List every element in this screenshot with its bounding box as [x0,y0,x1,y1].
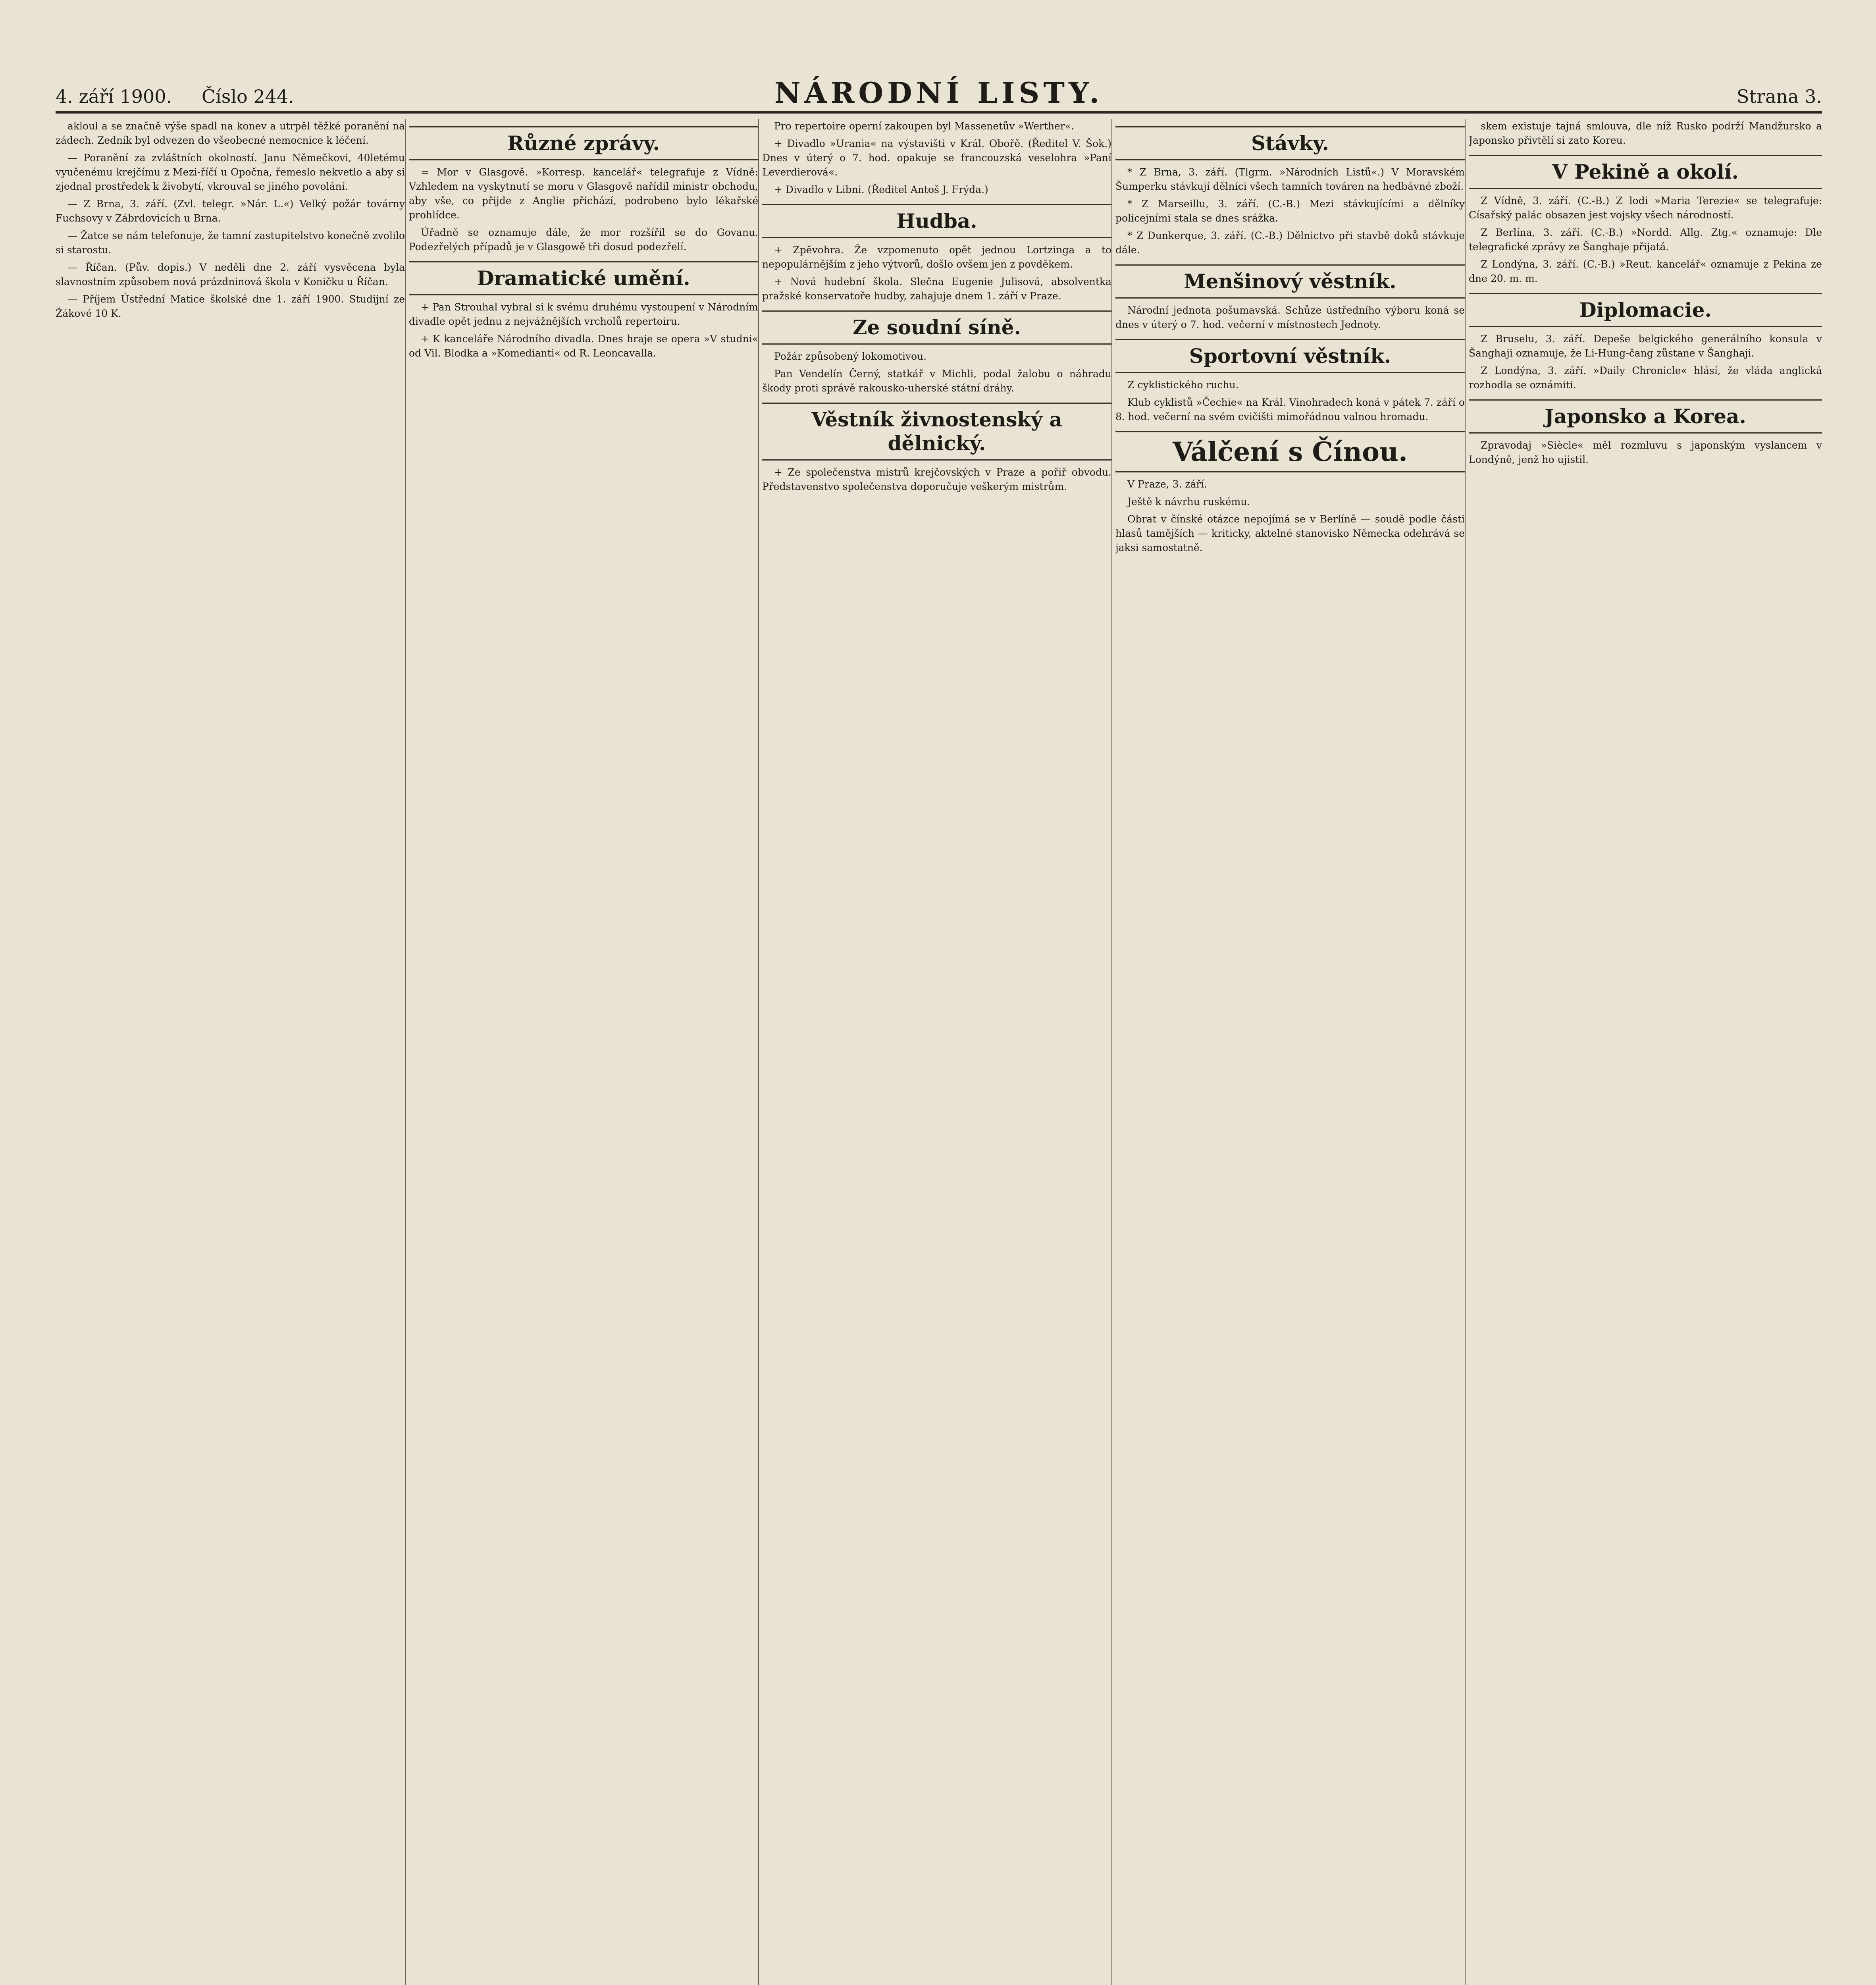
article-paragraph: Z Berlína, 3. září. (C.-B.) »Nordd. Allg. Ztg.« oznamuje: Dle telegrafické zprávy ze Šanghaje přijatá. [1469,227,1822,252]
article-paragraph: — Poranění za zvláštních okolností. Janu Němečkovi, 40letému vyučenému krejčímu z Mezi-říčí u Opočna, řemeslo nekvetlo a aby si zjednal prostředek k živobytí, vkrouval se jiného povolání. [56,152,405,192]
article-paragraph: = Mor v Glasgově. »Korresp. kancelář« telegrafuje z Vídně: Vzhledem na vyskytnutí se moru v Glasgově nařídil ministr obchodu, aby vše, co přijde z Anglie přichází, podrobeno bylo lékařské prohlídce. [409,166,758,221]
issue-date: 4. září 1900. [56,86,172,107]
page-header [56,75,1822,114]
article-paragraph: — Říčan. (Pův. dopis.) V neděli dne 2. září vysvěcena byla slavnostním způsobem nová prázdninová škola v Koničku u Říčan. [56,262,405,287]
article-paragraph: + Zpěvohra. Že vzpomenuto opět jednou Lortzinga a to nepopulárnějším z jeho výtvorů, došlo ovšem jen z povděkem. [762,244,1111,270]
article-paragraph: Z Londýna, 3. září. (C.-B.) »Reut. kancelář« oznamuje z Pekina ze dne 20. m. m. [1469,258,1822,284]
article-paragraph: Národní jednota pošumavská. Schůze ústředního výboru koná se dnes v úterý o 7. hod. večerní v místnostech Jednoty. [1115,304,1465,330]
article-paragraph: Z cyklistického ruchu. [1127,379,1239,391]
article-paragraph: — Příjem Ústřední Matice školské dne 1. září 1900. Studijní ze Žákové 10 K. [56,293,405,319]
article-paragraph: — Z Brna, 3. září. (Zvl. telegr. »Nár. L.«) Velký požár továrny Fuchsovy v Zábrdovicích u Brna. [56,198,405,224]
article-paragraph: * Z Brna, 3. září. (Tlgrm. »Národních Listů«.) V Moravském Šumperku stávkují dělníci všech tamních továren na hedbávné zboží. [1115,166,1465,192]
article-paragraph: — Žatce se nám telefonuje, že tamní zastupitelstvo konečně zvolilo si starostu. [56,230,405,256]
section-heading: Věstník živnostenský a dělnický. [762,403,1111,461]
section-heading: Menšinový věstník. [1115,264,1465,299]
issue-number: Číslo 244. [201,86,294,107]
section-heading: V Pekině a okolí. [1469,155,1822,189]
article-paragraph: Požár způsobený lokomotivou. [774,351,927,362]
page-number: Strana 3. [1737,86,1822,107]
section-heading: Hudba. [762,204,1111,238]
article-paragraph: akloul a se značně výše spadl na konev a utrpěl těžké poranění na zádech. Zedník byl odvezen do všeobecné nemocnice k léčení. [56,120,405,146]
section-heading: Japonsko a Korea. [1469,399,1822,434]
article-paragraph: Z Londýna, 3. září. »Daily Chronicle« hlásí, že vláda anglická rozhodla se oznámiti. [1469,365,1822,391]
section-heading: Ze soudní síně. [762,310,1111,345]
column-2 [409,119,759,1985]
article-paragraph: Ještě k návrhu ruskému. [1127,496,1250,507]
article-paragraph: + Pan Strouhal vybral si k svému druhému vystoupení v Národním divadle opět jednu z nejvážnějších vrcholů repertoiru. [409,301,758,327]
masthead-title: NÁRODNÍ LISTY. [774,76,1104,110]
section-heading: Dramatické umění. [409,261,758,295]
article-paragraph: * Z Marseillu, 3. září. (C.-B.) Mezi stávkujícími a dělníky policejními stala se dnes srážka. [1115,198,1465,224]
article-paragraph: Obrat v čínské otázce nepojímá se v Berlíně — soudě podle části hlasů tamějších — kriticky, aktelné stanovisko Německa odehrává se jaksi samostatně. [1115,513,1465,553]
section-heading: Různé zprávy. [409,126,758,160]
article-paragraph: + Nová hudební škola. Slečna Eugenie Julisová, absolventka pražské konservatoře hudby, zahajuje dnem 1. září v Praze. [762,276,1111,302]
article-paragraph: + Divadlo v Libni. (Ředitel Antoš J. Frýda.) [774,184,988,195]
column-1 [56,119,406,1985]
article-paragraph: skem existuje tajná smlouva, dle níž Rusko podrží Mandžursko a Japonsko přivtělí si zato Koreu. [1469,120,1822,146]
column-3 [762,119,1112,1985]
column-4 [1115,119,1466,1985]
section-heading: Sportovní věstník. [1115,339,1465,373]
article-paragraph: + Divadlo »Urania« na výstavišti v Král. Obořě. (Ředitel V. Šok.) Dnes v úterý o 7. hod. opakuje se francouzská veselohra »Paní Leverdierová«. [762,138,1111,178]
section-heading: Diplomacie. [1469,293,1822,327]
article-paragraph: + K kanceláře Národního divadla. Dnes hraje se opera »V studni« od Vil. Blodka a »Komedianti« od R. Leoncavalla. [409,333,758,359]
article-paragraph: Z Bruselu, 3. září. Depeše belgického generálního konsula v Šanghaji oznamuje, že Li-Hung-čang zůstane v Šanghaji. [1469,333,1822,359]
section-heading: Válčení s Čínou. [1115,431,1465,472]
article-paragraph: Pro repertoire operní zakoupen byl Massenetův »Werther«. [774,120,1075,132]
column-5 [1469,119,1822,1985]
article-paragraph: * Z Dunkerque, 3. září. (C.-B.) Dělnictvo při stavbě doků stávkuje dále. [1115,230,1465,256]
article-paragraph: Úřadně se oznamuje dále, že mor rozšířil se do Govanu. Podezřelých případů je v Glasgowě tři dosud podezřelí. [409,227,758,252]
article-paragraph: Klub cyklistů »Čechie« na Král. Vinohradech koná v pátek 7. září o 8. hod. večerní na svém cvičišti mimořádnou valnou hromadu. [1115,397,1465,422]
article-paragraph: V Praze, 3. září. [1127,478,1208,490]
article-paragraph: Pan Vendelín Černý, statkář v Michli, podal žalobu o náhradu škody proti správě rakousko-uherské státní dráhy. [762,368,1111,394]
article-paragraph: + Ze společenstva mistrů krejčovských v Praze a pořiř obvodu. Představenstvo společenstva doporučuje veškerým mistrům. [762,466,1111,492]
section-heading: Stávky. [1115,126,1465,160]
article-paragraph: Z Vídně, 3. září. (C.-B.) Z lodi »Maria Terezie« se telegrafuje: Císařský palác obsazen jest vojsky všech národností. [1469,195,1822,221]
article-paragraph: Zpravodaj »Siècle« měl rozmluvu s japonským vyslancem v Londýně, jenž ho ujistil. [1469,439,1822,465]
